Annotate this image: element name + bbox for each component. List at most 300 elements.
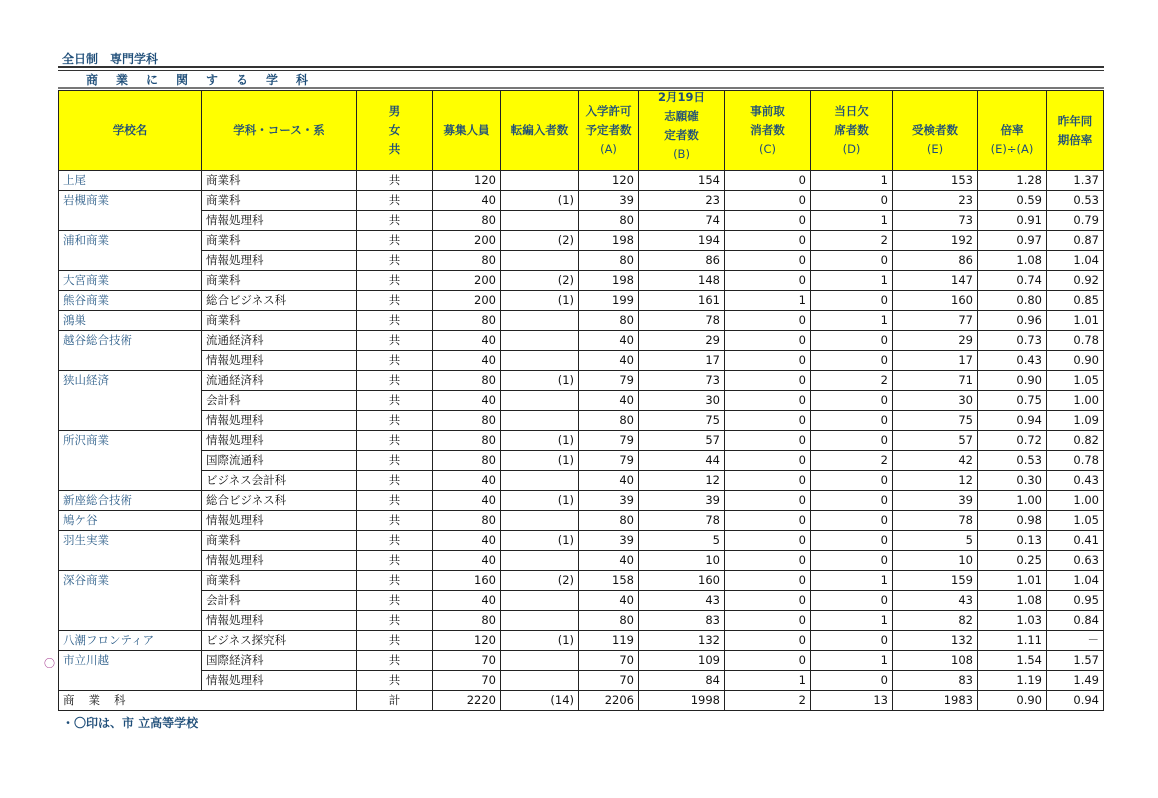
cell-gender: 共	[357, 591, 433, 611]
cell-absent: 1	[811, 571, 893, 591]
cell-applicants: 23	[639, 191, 725, 211]
cell-examinees: 153	[893, 171, 978, 191]
cell-gender: 共	[357, 331, 433, 351]
cell-absent: 0	[811, 391, 893, 411]
cell-quota: 40	[433, 191, 501, 211]
cell-ratio: 1.00	[978, 491, 1047, 511]
cell-admit: 79	[579, 451, 639, 471]
cell-withdrawn: 0	[725, 351, 811, 371]
cell-transfer: (2)	[501, 571, 579, 591]
table-row	[59, 431, 1104, 451]
table-row	[59, 491, 1104, 511]
cell-prev-ratio: 1.05	[1047, 511, 1104, 531]
cell-applicants: 43	[639, 591, 725, 611]
school-name: 岩槻商業	[59, 191, 202, 231]
cell-transfer: (1)	[501, 371, 579, 391]
cell-applicants: 17	[639, 351, 725, 371]
cell-prev-ratio: 1.57	[1047, 651, 1104, 671]
cell-gender: 共	[357, 671, 433, 691]
header-examinees: 受検者数 (E)	[893, 91, 978, 171]
cell-prev-ratio: 1.04	[1047, 251, 1104, 271]
cell-withdrawn: 0	[725, 311, 811, 331]
cell-gender: 共	[357, 411, 433, 431]
cell-applicants: 10	[639, 551, 725, 571]
cell-withdrawn: 0	[725, 591, 811, 611]
cell-admit: 80	[579, 311, 639, 331]
cell-ratio: 0.53	[978, 451, 1047, 471]
cell-admit: 79	[579, 431, 639, 451]
department-name: 商業科	[202, 531, 357, 551]
cell-transfer	[501, 311, 579, 331]
cell-admit: 80	[579, 511, 639, 531]
cell-applicants: 57	[639, 431, 725, 451]
cell-quota: 80	[433, 311, 501, 331]
table-row	[59, 311, 1104, 331]
cell-withdrawn: 0	[725, 651, 811, 671]
cell-withdrawn: 0	[725, 511, 811, 531]
table-row	[59, 251, 1104, 271]
cell-admit: 80	[579, 211, 639, 231]
cell-prev-ratio: 1.37	[1047, 171, 1104, 191]
cell-withdrawn: 0	[725, 531, 811, 551]
cell-ratio: 0.30	[978, 471, 1047, 491]
cell-prev-ratio: 1.00	[1047, 491, 1104, 511]
department-name: 商業科	[202, 191, 357, 211]
cell-absent: 0	[811, 591, 893, 611]
header-applicants: 2月19日 志願確 定者数 (B)	[639, 91, 725, 171]
cell-absent: 0	[811, 351, 893, 371]
cell-absent: 0	[811, 671, 893, 691]
cell-gender: 共	[357, 511, 433, 531]
cell-examinees: 86	[893, 251, 978, 271]
school-name: 鳩ケ谷	[59, 511, 202, 531]
cell-ratio: 1.11	[978, 631, 1047, 651]
cell-quota: 80	[433, 411, 501, 431]
cell-gender: 共	[357, 191, 433, 211]
cell-absent: 0	[811, 511, 893, 531]
cell-examinees: 73	[893, 211, 978, 231]
cell-absent: 1	[811, 211, 893, 231]
cell-gender: 共	[357, 371, 433, 391]
cell-gender: 共	[357, 651, 433, 671]
cell-admit: 40	[579, 591, 639, 611]
header-school: 学校名	[59, 91, 202, 171]
cell-ratio: 0.97	[978, 231, 1047, 251]
cell-prev-ratio: 1.01	[1047, 311, 1104, 331]
cell-prev-ratio: 0.95	[1047, 591, 1104, 611]
cell-transfer	[501, 511, 579, 531]
table-row	[59, 271, 1104, 291]
school-name: 深谷商業	[59, 571, 202, 631]
table-row	[59, 611, 1104, 631]
total-row	[59, 691, 1104, 711]
cell-quota: 200	[433, 291, 501, 311]
cell-transfer: (1)	[501, 191, 579, 211]
cell-gender: 共	[357, 251, 433, 271]
cell-examinees: 17	[893, 351, 978, 371]
department-name: 情報処理科	[202, 411, 357, 431]
cell-gender: 共	[357, 551, 433, 571]
cell-applicants: 160	[639, 571, 725, 591]
cell-absent: 0	[811, 411, 893, 431]
cell-transfer: (2)	[501, 271, 579, 291]
department-name: ビジネス探究科	[202, 631, 357, 651]
cell-withdrawn: 0	[725, 551, 811, 571]
cell-absent: 0	[811, 551, 893, 571]
cell-examinees: 57	[893, 431, 978, 451]
section-title: 商業に関する学科	[86, 73, 327, 87]
cell-quota: 80	[433, 611, 501, 631]
cell-applicants: 161	[639, 291, 725, 311]
page-title: 全日制 専門学科	[62, 52, 159, 66]
cell-transfer	[501, 171, 579, 191]
cell-admit: 39	[579, 191, 639, 211]
cell-admit: 70	[579, 651, 639, 671]
table-body	[59, 171, 1104, 691]
cell-gender: 共	[357, 431, 433, 451]
cell-gender: 共	[357, 351, 433, 371]
cell-absent: 0	[811, 251, 893, 271]
table-row	[59, 211, 1104, 231]
header-admit: 入学許可 予定者数 (A)	[579, 91, 639, 171]
header-absent: 当日欠 席者数 (D)	[811, 91, 893, 171]
cell-ratio: 0.80	[978, 291, 1047, 311]
table-row	[59, 531, 1104, 551]
cell-absent: 2	[811, 451, 893, 471]
header-prev-ratio: 昨年同 期倍率	[1047, 91, 1104, 171]
header-quota: 募集人員	[433, 91, 501, 171]
school-name: 羽生実業	[59, 531, 202, 571]
cell-withdrawn: 0	[725, 491, 811, 511]
cell-transfer	[501, 591, 579, 611]
table-row	[59, 451, 1104, 471]
department-name: ビジネス会計科	[202, 471, 357, 491]
department-name: 総合ビジネス科	[202, 291, 357, 311]
cell-admit: 40	[579, 471, 639, 491]
department-name: 商業科	[202, 231, 357, 251]
cell-withdrawn: 0	[725, 631, 811, 651]
cell-examinees: 5	[893, 531, 978, 551]
table-row	[59, 391, 1104, 411]
cell-prev-ratio: 1.09	[1047, 411, 1104, 431]
cell-transfer	[501, 551, 579, 571]
cell-quota: 200	[433, 271, 501, 291]
admissions-table	[58, 90, 1104, 711]
cell-withdrawn: 1	[725, 671, 811, 691]
cell-transfer	[501, 671, 579, 691]
total-prev-ratio: 0.94	[1047, 691, 1104, 711]
cell-examinees: 29	[893, 331, 978, 351]
cell-gender: 共	[357, 631, 433, 651]
total-transfer: (14)	[501, 691, 579, 711]
cell-ratio: 0.94	[978, 411, 1047, 431]
cell-applicants: 78	[639, 511, 725, 531]
cell-transfer: (1)	[501, 631, 579, 651]
cell-ratio: 1.08	[978, 591, 1047, 611]
table-row	[59, 471, 1104, 491]
cell-gender: 共	[357, 451, 433, 471]
cell-admit: 40	[579, 351, 639, 371]
cell-quota: 200	[433, 231, 501, 251]
cell-examinees: 159	[893, 571, 978, 591]
cell-applicants: 29	[639, 331, 725, 351]
school-name: 市立川越	[59, 651, 202, 691]
cell-transfer: (1)	[501, 291, 579, 311]
table-row	[59, 371, 1104, 391]
cell-prev-ratio: 0.43	[1047, 471, 1104, 491]
cell-withdrawn: 0	[725, 411, 811, 431]
cell-examinees: 147	[893, 271, 978, 291]
department-name: 商業科	[202, 171, 357, 191]
cell-admit: 198	[579, 271, 639, 291]
cell-prev-ratio: 0.78	[1047, 331, 1104, 351]
department-name: 情報処理科	[202, 511, 357, 531]
cell-applicants: 83	[639, 611, 725, 631]
cell-quota: 80	[433, 211, 501, 231]
department-name: 情報処理科	[202, 431, 357, 451]
school-name: 越谷総合技術	[59, 331, 202, 371]
header-row	[59, 91, 1104, 171]
header-withdrawn: 事前取 消者数 (C)	[725, 91, 811, 171]
department-name: 総合ビジネス科	[202, 491, 357, 511]
cell-withdrawn: 0	[725, 331, 811, 351]
cell-prev-ratio: 0.87	[1047, 231, 1104, 251]
header-ratio: 倍率 (E)÷(A)	[978, 91, 1047, 171]
cell-examinees: 42	[893, 451, 978, 471]
cell-examinees: 71	[893, 371, 978, 391]
cell-prev-ratio: 1.05	[1047, 371, 1104, 391]
cell-applicants: 148	[639, 271, 725, 291]
cell-gender: 共	[357, 611, 433, 631]
cell-examinees: 39	[893, 491, 978, 511]
cell-quota: 160	[433, 571, 501, 591]
cell-transfer	[501, 351, 579, 371]
cell-withdrawn: 0	[725, 251, 811, 271]
department-name: 情報処理科	[202, 351, 357, 371]
cell-ratio: 0.25	[978, 551, 1047, 571]
cell-prev-ratio: 0.82	[1047, 431, 1104, 451]
cell-quota: 70	[433, 651, 501, 671]
cell-applicants: 5	[639, 531, 725, 551]
cell-admit: 158	[579, 571, 639, 591]
cell-ratio: 0.98	[978, 511, 1047, 531]
cell-quota: 40	[433, 591, 501, 611]
cell-absent: 0	[811, 331, 893, 351]
cell-applicants: 74	[639, 211, 725, 231]
cell-withdrawn: 0	[725, 611, 811, 631]
department-name: 商業科	[202, 311, 357, 331]
cell-admit: 40	[579, 331, 639, 351]
cell-admit: 199	[579, 291, 639, 311]
cell-prev-ratio: 0.78	[1047, 451, 1104, 471]
header-gender: 男 女 共	[357, 91, 433, 171]
cell-ratio: 0.43	[978, 351, 1047, 371]
cell-applicants: 73	[639, 371, 725, 391]
cell-examinees: 160	[893, 291, 978, 311]
cell-ratio: 1.01	[978, 571, 1047, 591]
school-name: 大宮商業	[59, 271, 202, 291]
school-name: 八潮フロンティア	[59, 631, 202, 651]
school-name: 熊谷商業	[59, 291, 202, 311]
cell-absent: 2	[811, 231, 893, 251]
school-name: 浦和商業	[59, 231, 202, 271]
table-row	[59, 551, 1104, 571]
cell-examinees: 108	[893, 651, 978, 671]
total-gender: 計	[357, 691, 433, 711]
cell-applicants: 109	[639, 651, 725, 671]
municipal-marker-icon: 〇	[44, 657, 55, 670]
cell-transfer	[501, 611, 579, 631]
cell-admit: 79	[579, 371, 639, 391]
cell-ratio: 1.54	[978, 651, 1047, 671]
cell-absent: 1	[811, 311, 893, 331]
total-examinees: 1983	[893, 691, 978, 711]
cell-ratio: 0.13	[978, 531, 1047, 551]
table-row	[59, 671, 1104, 691]
table-row	[59, 231, 1104, 251]
table-row	[59, 331, 1104, 351]
cell-withdrawn: 0	[725, 391, 811, 411]
department-name: 流通経済科	[202, 331, 357, 351]
cell-ratio: 0.90	[978, 371, 1047, 391]
cell-examinees: 30	[893, 391, 978, 411]
cell-transfer: (1)	[501, 531, 579, 551]
cell-gender: 共	[357, 471, 433, 491]
total-applicants: 1998	[639, 691, 725, 711]
cell-examinees: 132	[893, 631, 978, 651]
cell-quota: 40	[433, 551, 501, 571]
cell-prev-ratio: 0.84	[1047, 611, 1104, 631]
cell-quota: 40	[433, 531, 501, 551]
table-row	[59, 511, 1104, 531]
cell-admit: 39	[579, 491, 639, 511]
cell-applicants: 86	[639, 251, 725, 271]
cell-ratio: 0.72	[978, 431, 1047, 451]
cell-admit: 119	[579, 631, 639, 651]
cell-ratio: 1.28	[978, 171, 1047, 191]
cell-admit: 40	[579, 551, 639, 571]
cell-ratio: 1.08	[978, 251, 1047, 271]
cell-withdrawn: 0	[725, 171, 811, 191]
cell-prev-ratio: 0.79	[1047, 211, 1104, 231]
cell-prev-ratio: 1.49	[1047, 671, 1104, 691]
cell-withdrawn: 0	[725, 211, 811, 231]
cell-examinees: 83	[893, 671, 978, 691]
cell-absent: 1	[811, 171, 893, 191]
cell-quota: 40	[433, 351, 501, 371]
cell-applicants: 78	[639, 311, 725, 331]
cell-prev-ratio: 1.04	[1047, 571, 1104, 591]
cell-prev-ratio: 1.00	[1047, 391, 1104, 411]
cell-withdrawn: 1	[725, 291, 811, 311]
cell-absent: 1	[811, 271, 893, 291]
cell-absent: 2	[811, 371, 893, 391]
table-row	[59, 411, 1104, 431]
school-name: 新座総合技術	[59, 491, 202, 511]
cell-admit: 120	[579, 171, 639, 191]
cell-examinees: 78	[893, 511, 978, 531]
cell-quota: 80	[433, 511, 501, 531]
department-name: 国際流通科	[202, 451, 357, 471]
department-name: 商業科	[202, 571, 357, 591]
cell-absent: 0	[811, 531, 893, 551]
cell-absent: 0	[811, 191, 893, 211]
footnote: ・〇印は、市 立高等学校	[62, 716, 199, 730]
cell-prev-ratio: 0.53	[1047, 191, 1104, 211]
cell-admit: 80	[579, 611, 639, 631]
department-name: 情報処理科	[202, 551, 357, 571]
cell-absent: 1	[811, 651, 893, 671]
cell-withdrawn: 0	[725, 231, 811, 251]
cell-ratio: 0.73	[978, 331, 1047, 351]
cell-admit: 80	[579, 411, 639, 431]
cell-examinees: 192	[893, 231, 978, 251]
department-name: 流通経済科	[202, 371, 357, 391]
total-absent: 13	[811, 691, 893, 711]
cell-examinees: 82	[893, 611, 978, 631]
cell-examinees: 43	[893, 591, 978, 611]
cell-applicants: 75	[639, 411, 725, 431]
cell-gender: 共	[357, 531, 433, 551]
header-transfer: 転編入者数	[501, 91, 579, 171]
department-name: 情報処理科	[202, 251, 357, 271]
cell-applicants: 30	[639, 391, 725, 411]
department-name: 情報処理科	[202, 211, 357, 231]
cell-quota: 40	[433, 391, 501, 411]
cell-applicants: 39	[639, 491, 725, 511]
cell-quota: 80	[433, 371, 501, 391]
cell-applicants: 84	[639, 671, 725, 691]
cell-ratio: 0.96	[978, 311, 1047, 331]
cell-prev-ratio: 0.63	[1047, 551, 1104, 571]
cell-absent: 0	[811, 631, 893, 651]
cell-transfer: (1)	[501, 491, 579, 511]
school-name: 狭山経済	[59, 371, 202, 431]
cell-gender: 共	[357, 571, 433, 591]
cell-quota: 80	[433, 251, 501, 271]
cell-transfer	[501, 251, 579, 271]
cell-absent: 1	[811, 611, 893, 631]
cell-ratio: 0.59	[978, 191, 1047, 211]
cell-withdrawn: 0	[725, 471, 811, 491]
cell-quota: 120	[433, 171, 501, 191]
cell-ratio: 1.03	[978, 611, 1047, 631]
cell-withdrawn: 0	[725, 451, 811, 471]
cell-ratio: 0.74	[978, 271, 1047, 291]
cell-quota: 40	[433, 491, 501, 511]
cell-gender: 共	[357, 391, 433, 411]
cell-quota: 40	[433, 471, 501, 491]
cell-applicants: 12	[639, 471, 725, 491]
cell-transfer	[501, 211, 579, 231]
cell-admit: 39	[579, 531, 639, 551]
header-dept: 学科・コース・系	[202, 91, 357, 171]
cell-quota: 70	[433, 671, 501, 691]
section-rule	[58, 87, 1104, 89]
department-name: 情報処理科	[202, 611, 357, 631]
cell-ratio: 1.19	[978, 671, 1047, 691]
department-name: 国際経済科	[202, 651, 357, 671]
cell-withdrawn: 0	[725, 571, 811, 591]
table-row	[59, 651, 1104, 671]
cell-withdrawn: 0	[725, 271, 811, 291]
cell-quota: 80	[433, 451, 501, 471]
cell-quota: 40	[433, 331, 501, 351]
cell-examinees: 12	[893, 471, 978, 491]
cell-applicants: 44	[639, 451, 725, 471]
cell-transfer: (1)	[501, 451, 579, 471]
department-name: 情報処理科	[202, 671, 357, 691]
